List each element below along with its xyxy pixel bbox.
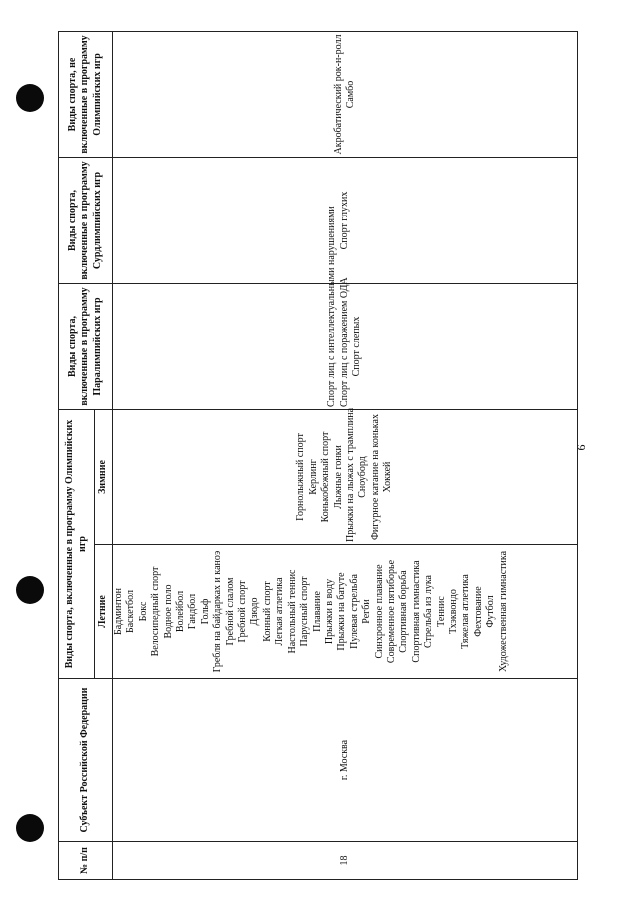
sport-item: Современное пятиборье xyxy=(385,559,397,664)
page-number: 9 xyxy=(574,444,589,451)
header-deaflympic: Виды спорта, включенные в программу Сурдлимпийских игр xyxy=(59,158,113,284)
winter-sports-list xyxy=(295,407,394,542)
header-num: № п/п xyxy=(59,842,113,880)
sport-item: Стрельба из лука xyxy=(423,575,435,648)
summer-sports-list xyxy=(113,547,510,676)
sport-item: Конный спорт xyxy=(261,581,273,642)
sport-item: Легкая атлетика xyxy=(274,577,286,646)
header-subject: Субъект Российской Федерации xyxy=(59,679,113,842)
sport-item: Баскетбол xyxy=(125,590,137,633)
sport-item: Горнолыжный спорт xyxy=(295,433,307,521)
sport-item: Сноуборд xyxy=(357,456,369,498)
sport-item: Самбо xyxy=(345,80,356,109)
sport-item: Плавание xyxy=(311,591,323,632)
sport-item: Спорт слепых xyxy=(351,316,363,377)
rotated-table-wrapper xyxy=(58,32,578,880)
sport-item: Гандбол xyxy=(187,593,199,630)
cell-deaflympic xyxy=(113,158,578,284)
sport-item: Лыжные гонки xyxy=(332,445,344,509)
sport-item: Велосипедный спорт xyxy=(150,566,162,657)
punch-hole-bottom xyxy=(16,814,44,842)
sport-item: Волейбол xyxy=(175,590,187,633)
sport-item: Прыжки на батуте xyxy=(336,572,348,651)
sport-item: Теннис xyxy=(435,596,447,627)
sport-item: Регби xyxy=(361,599,373,624)
sports-table xyxy=(58,31,578,880)
sport-item: Парусный спорт xyxy=(299,576,311,647)
cell-non-olympic xyxy=(113,32,578,158)
sport-item: Бадминтон xyxy=(113,588,124,635)
sport-item: Гребной слалом xyxy=(224,577,236,646)
sport-item: Бокс xyxy=(137,601,149,622)
header-summer: Летние xyxy=(95,545,113,679)
sport-item: Дзюдо xyxy=(249,597,261,626)
sport-item: Водное поло xyxy=(162,584,174,639)
sport-item: Фехтование xyxy=(472,586,484,637)
sport-item: Гребной спорт xyxy=(237,580,249,643)
sport-item: Художественная гимнастика xyxy=(497,550,509,673)
header-olympic: Виды спорта, включенные в программу Олимпийских игр xyxy=(59,410,95,679)
deaflympic-sports-list xyxy=(339,160,351,281)
sport-item: Гребля на байдарках и каноэ xyxy=(212,550,224,673)
non-olympic-sports-list xyxy=(333,34,358,155)
sport-item: Керлинг xyxy=(307,459,319,495)
sport-item: Тяжелая атлетика xyxy=(460,574,472,649)
punch-hole-top xyxy=(16,84,44,112)
sport-item: Прыжки на лыжах с трамплина xyxy=(345,407,356,542)
sport-item: Синхронное плавание xyxy=(373,564,385,659)
sport-item: Спорт лиц с поражением ОДА xyxy=(338,277,350,407)
punch-hole-middle xyxy=(16,576,44,604)
header-winter: Зимние xyxy=(95,410,113,545)
sport-item: Тхэквондо xyxy=(447,589,459,634)
table-row xyxy=(113,32,578,880)
sport-item: Фигурное катание на коньках xyxy=(369,414,381,540)
sport-item: Пулевая стрельба xyxy=(348,574,360,649)
cell-subject: г. Москва xyxy=(113,679,578,842)
sport-item: Спорт глухих xyxy=(338,191,350,250)
header-row xyxy=(59,32,95,880)
header-paralympic: Виды спорта, включенные в программу Паралимпийских игр xyxy=(59,284,113,410)
sport-item: Футбол xyxy=(485,595,497,628)
sport-item: Спортивная борьба xyxy=(398,570,410,653)
sport-item: Акробатический рок-н-ролл xyxy=(332,34,344,155)
sport-item: Прыжки в воду xyxy=(323,578,335,645)
sport-item: Настольный теннис xyxy=(286,569,298,654)
sport-item: Конькобежный спорт xyxy=(320,431,332,523)
sport-item: Спортивная гимнастика xyxy=(410,560,422,663)
cell-summer xyxy=(113,545,578,679)
cell-winter xyxy=(113,407,578,545)
header-non-olympic: Виды спорта, не включенные в программу Олимпийских игр xyxy=(59,32,113,158)
cell-num: 18 xyxy=(113,842,578,880)
sport-item: Гольф xyxy=(199,598,211,625)
sport-item: Спорт лиц с интеллектуальными нарушениями xyxy=(326,206,338,407)
sport-item: Хоккей xyxy=(382,461,394,493)
